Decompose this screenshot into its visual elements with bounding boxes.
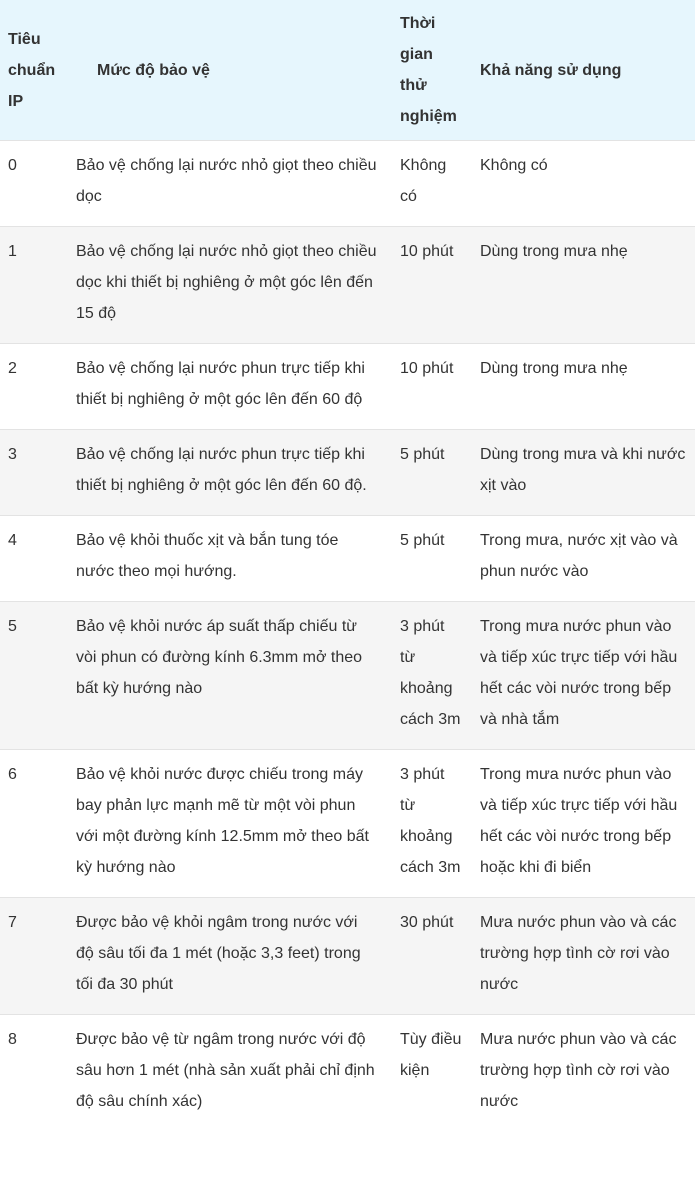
cell-time: 3 phút từ khoảng cách 3m — [400, 618, 461, 728]
table-header — [0, 0, 695, 141]
header-usage: Khả năng sử dụng — [480, 61, 622, 79]
header-row — [0, 0, 695, 141]
cell-usage: Trong mưa, nước xịt vào và phun nước vào — [480, 532, 678, 580]
table-row — [0, 141, 695, 227]
cell-time: 30 phút — [400, 914, 454, 931]
cell-ip: 4 — [8, 532, 17, 549]
cell-protection: Bảo vệ khỏi thuốc xịt và bắn tung tóe nước theo mọi hướng. — [76, 532, 339, 580]
cell-time: Tùy điều kiện — [400, 1031, 462, 1079]
cell-ip: 1 — [8, 243, 17, 260]
table-row — [0, 750, 695, 898]
cell-ip: 8 — [8, 1031, 17, 1048]
cell-usage: Mưa nước phun vào và các trường hợp tình cờ rơi vào nước — [480, 1031, 677, 1110]
cell-usage: Không có — [480, 157, 548, 174]
table-row — [0, 344, 695, 430]
cell-time: 5 phút — [400, 446, 445, 463]
cell-time: 10 phút — [400, 360, 454, 377]
cell-protection: Được bảo vệ khỏi ngâm trong nước với độ sâu tối đa 1 mét (hoặc 3,3 feet) trong tối đa 30 phút — [76, 914, 361, 993]
cell-ip: 7 — [8, 914, 17, 931]
cell-usage: Mưa nước phun vào và các trường hợp tình cờ rơi vào nước — [480, 914, 677, 993]
table-row — [0, 227, 695, 344]
cell-time: 10 phút — [400, 243, 454, 260]
header-protection: Mức độ bảo vệ — [97, 61, 210, 79]
cell-protection: Bảo vệ khỏi nước áp suất thấp chiếu từ vòi phun có đường kính 6.3mm mở theo bất kỳ hướng nào — [76, 618, 363, 697]
cell-time: 3 phút từ khoảng cách 3m — [400, 766, 461, 876]
table-body — [0, 141, 695, 1132]
cell-protection: Bảo vệ chống lại nước nhỏ giọt theo chiều dọc — [76, 157, 377, 205]
cell-time: 5 phút — [400, 532, 445, 549]
cell-ip: 6 — [8, 766, 17, 783]
header-ip: Tiêu chuẩn IP — [8, 30, 56, 110]
cell-ip: 5 — [8, 618, 17, 635]
cell-protection: Bảo vệ chống lại nước phun trực tiếp khi thiết bị nghiêng ở một góc lên đến 60 độ — [76, 360, 365, 408]
table-row — [0, 602, 695, 750]
cell-ip: 2 — [8, 360, 17, 377]
cell-protection: Bảo vệ chống lại nước nhỏ giọt theo chiều dọc khi thiết bị nghiêng ở một góc lên đến 15 độ — [76, 243, 377, 322]
cell-protection: Bảo vệ khỏi nước được chiếu trong máy bay phản lực mạnh mẽ từ một vòi phun với một đường kính 12.5mm mở theo bất kỳ hướng nào — [76, 766, 369, 876]
cell-time: Không có — [400, 157, 447, 205]
table-row — [0, 898, 695, 1015]
cell-ip: 3 — [8, 446, 17, 463]
cell-usage: Trong mưa nước phun vào và tiếp xúc trực tiếp với hầu hết các vòi nước trong bếp và nhà tắm — [480, 618, 678, 728]
table-row — [0, 516, 695, 602]
table-row — [0, 430, 695, 516]
cell-usage: Dùng trong mưa nhẹ — [480, 360, 628, 377]
cell-ip: 0 — [8, 157, 17, 174]
cell-usage: Trong mưa nước phun vào và tiếp xúc trực tiếp với hầu hết các vòi nước trong bếp hoặc khi đi biển — [480, 766, 678, 876]
cell-usage: Dùng trong mưa nhẹ — [480, 243, 628, 260]
cell-usage: Dùng trong mưa và khi nước xịt vào — [480, 446, 686, 494]
table-row — [0, 1015, 695, 1132]
cell-protection: Được bảo vệ từ ngâm trong nước với độ sâu hơn 1 mét (nhà sản xuất phải chỉ định độ sâu chính xác) — [76, 1031, 375, 1110]
cell-protection: Bảo vệ chống lại nước phun trực tiếp khi thiết bị nghiêng ở một góc lên đến 60 độ. — [76, 446, 367, 494]
header-time: Thời gian thử nghiệm — [400, 15, 457, 125]
